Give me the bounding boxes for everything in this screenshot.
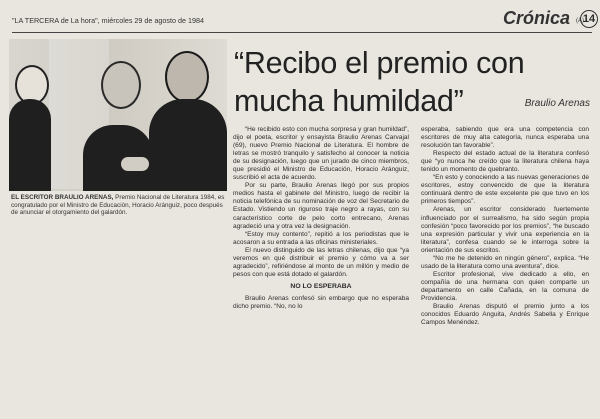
article-subhead: NO LO ESPERABA xyxy=(290,282,352,290)
caption-lead: EL ESCRITOR BRAULIO ARENAS, xyxy=(11,194,114,201)
paragraph: “He recibido esto con mucha sorpresa y gran humildad”, dijo el poeta, escritor y ensayista Braulio Arenas Carvajal (69), nuevo Premio Nacional de Literatura. El hombre de letras se mostró tranquilo y satisfecho al conocer la noticia de su designación, luego que un jurado de cinco miembros, que presidió el Ministro de Educación, Horacio Aránguiz, suscribió el acta de acuerdo. xyxy=(233,126,409,182)
paragraph: esperaba, sabiendo que era una competencia con escritores de muy alta categoría, nunca esperaba una resolución tan favorable”. xyxy=(421,126,589,150)
photo-person-center-head xyxy=(101,61,141,109)
photo-person-left xyxy=(9,99,51,191)
paragraph: Arenas, un escritor considerado fuertemente influenciado por el surrealismo, ha sido según propia confesión “poco favorecido por los premios”, “he buscado una expresión particular y vivir una experiencia en la literatura”, confesa cuando se le interroga sobre la orientación de sus escritos. xyxy=(421,206,589,254)
photo-person-right-head xyxy=(165,51,209,103)
photo-person-right xyxy=(149,99,227,191)
paragraph: “Estoy muy contento”, repitió a los periodistas que le acosaron a su entrada a las oficinas ministeriales. xyxy=(233,230,409,246)
section-letter: (A) xyxy=(576,18,584,24)
photo-caption xyxy=(11,194,225,217)
paragraph: Braulio Arenas confesó sin embargo que no esperaba dicho premio. “No, no lo xyxy=(233,294,409,310)
headline-line-2: mucha humildad” xyxy=(234,84,464,118)
paragraph: Por su parte, Braulio Arenas llegó por sus propios medios hasta el gabinete del Ministro, luego de recibir la noticia telefónica de su nominación de voz del Secretario de Estado. Vistiendo un riguroso traje negro a rayas, con su característico corte de pelo corto entrecano, Arenas agradeció una y otra vez la designación. xyxy=(233,182,409,230)
paragraph: “No me he detenido en ningún género”, explica. “He usado de la literatura como una aventura”, dice. xyxy=(421,254,589,270)
article-column-1 xyxy=(233,126,409,311)
page-number: 14 xyxy=(580,10,598,28)
article-byline: Braulio Arenas xyxy=(524,98,590,109)
photo-handshake xyxy=(121,157,149,171)
paragraph: El nuevo distinguido de las letras chilenas, dijo que “ya veremos en qué distribuir el premio y cómo va a ser agradecido”, refiriéndose al monto de un millón y medio de pesos con que está dotado el galardón. xyxy=(233,246,409,278)
masthead xyxy=(12,6,596,34)
paragraph: “En esto y conociendo a las nuevas generaciones de escritores, estoy convencido de que la literatura continuará dentro de este excelente pie que tuvo en los primeros tiempos”. xyxy=(421,174,589,206)
article-headline xyxy=(234,44,574,120)
caption-text: Premio Nacional de Literatura 1984, es congratulado por el Ministro de Educación, Horacio Aránguiz, poco después de anunciar el otorgamiento del galardón. xyxy=(11,194,225,217)
paper-date-line: "LA TERCERA de La hora", miércoles 29 de agosto de 1984 xyxy=(12,16,204,25)
article-column-2 xyxy=(421,126,589,327)
section-title: Crónica xyxy=(502,8,570,28)
paragraph: Braulio Arenas disputó el premio junto a los conocidos Eduardo Anguita, Andrés Sabella y Enrique Campos Menéndez. xyxy=(421,303,589,327)
paragraph: Escritor profesional, vive dedicado a ello, en compañía de una hermana con quien comparte un departamento en calle Cañada, en la comuna de Providencia. xyxy=(421,270,589,302)
paragraph: Respecto del estado actual de la literatura confesó que “yo nunca he creído que la literatura chilena haya tenido un momento de quebranto. xyxy=(421,150,589,174)
masthead-rule xyxy=(12,32,592,33)
headline-line-1: “Recibo el premio con xyxy=(234,46,525,80)
news-photo xyxy=(9,39,227,191)
